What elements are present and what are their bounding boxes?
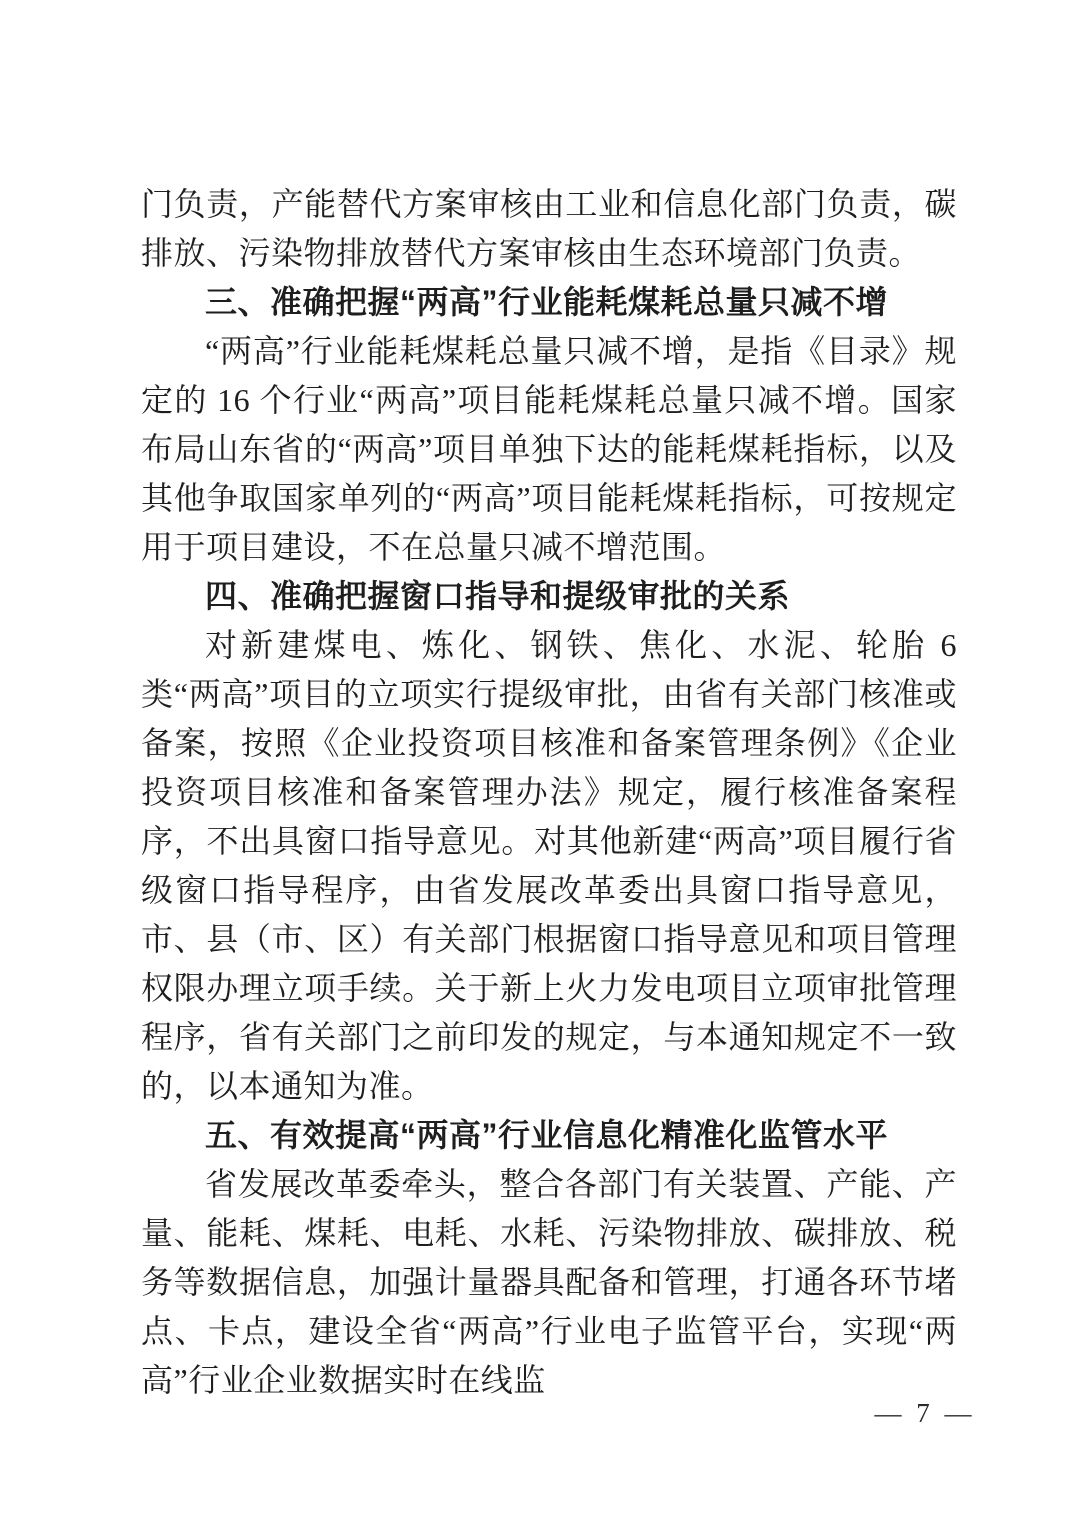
- section-heading-5: 五、有效提高“两高”行业信息化精准化监管水平: [205, 1117, 889, 1153]
- body-paragraph-3: “两高”行业能耗煤耗总量只减不增，是指《目录》规定的 16 个行业“两高”项目能耗煤耗总量只减不增。国家布局山东省的“两高”项目单独下达的能耗煤耗指标，以及其他争取国家单列的“两高”项目能耗煤耗指标，可按规定用于项目建设，不在总量只减不增范围。: [141, 333, 957, 565]
- body-paragraph-continuation: 门负责，产能替代方案审核由工业和信息化部门负责，碳排放、污染物排放替代方案审核由生态环境部门负责。: [141, 186, 957, 271]
- section-heading-4: 四、准确把握窗口指导和提级审批的关系: [205, 578, 791, 614]
- page-number: — 7 —: [874, 1398, 976, 1428]
- section-heading-3: 三、准确把握“两高”行业能耗煤耗总量只减不增: [205, 284, 889, 320]
- body-paragraph-4: 对新建煤电、炼化、钢铁、焦化、水泥、轮胎 6 类“两高”项目的立项实行提级审批，由省有关部门核准或备案，按照《企业投资项目核准和备案管理条例》《企业投资项目核准和备案管理办法》规定，履行核准备案程序，不出具窗口指导意见。对其他新建“两高”项目履行省级窗口指导程序，由省发展改革委出具窗口指导意见，市、县（市、区）有关部门根据窗口指导意见和项目管理权限办理立项手续。关于新上火力发电项目立项审批管理程序，省有关部门之前印发的规定，与本通知规定不一致的，以本通知为准。: [141, 627, 957, 1104]
- document-body: [141, 180, 957, 1405]
- body-paragraph-5: 省发展改革委牵头，整合各部门有关装置、产能、产量、能耗、煤耗、电耗、水耗、污染物排放、碳排放、税务等数据信息，加强计量器具配备和管理，打通各环节堵点、卡点，建设全省“两高”行业电子监管平台，实现“两高”行业企业数据实时在线监: [141, 1166, 957, 1398]
